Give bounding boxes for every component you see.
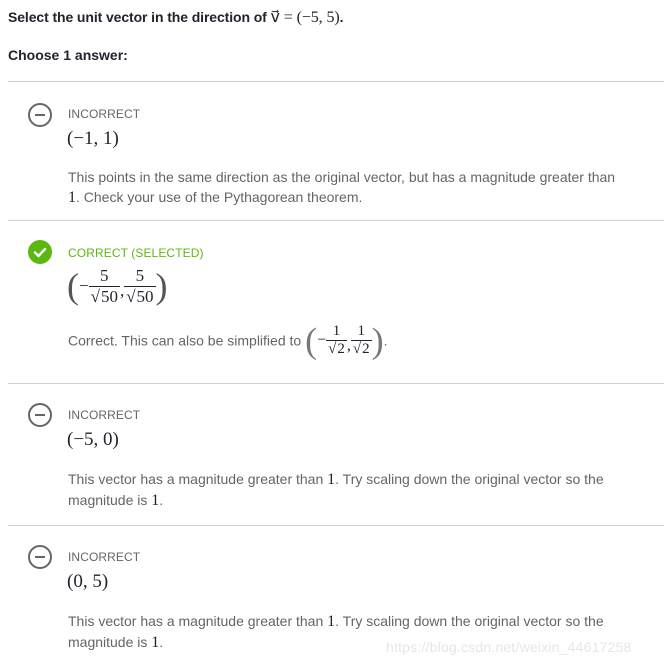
- fraction-1: $\frac{1}{√2}$: [328, 323, 345, 357]
- minus-circle-icon: [28, 403, 52, 427]
- minus-sign: −: [317, 331, 327, 349]
- explanation-text: [68, 167, 628, 208]
- explanation-part: This points in the same direction as the original vector, but has a magnitude greater than: [68, 169, 616, 185]
- paren-close: ): [155, 266, 168, 306]
- explanation-part: . Check your use of the Pythagorean theorem.: [76, 189, 363, 205]
- radicand: 2: [362, 341, 370, 357]
- fraction-1: $\frac{5}{√50}$: [90, 265, 118, 306]
- minus-circle-icon: [28, 103, 52, 127]
- explanation-number: 1: [327, 471, 336, 488]
- numerator: 5: [135, 265, 145, 285]
- status-label: INCORRECT: [68, 550, 141, 564]
- status-label: INCORRECT: [68, 408, 141, 422]
- choice-option-3[interactable]: [8, 384, 664, 525]
- answer-text: (−5, 0): [67, 429, 119, 450]
- question-prefix: Select the unit vector in the direction of: [8, 9, 271, 25]
- explanation-number: 1: [68, 189, 76, 206]
- explanation-number: 1: [327, 613, 336, 630]
- answer-text: (0, 5): [67, 571, 109, 592]
- radicand: 2: [337, 341, 345, 357]
- answer-text: (−1, 1): [67, 128, 119, 149]
- explanation-number: 1: [151, 634, 160, 651]
- comma: ,: [346, 337, 351, 355]
- explanation-end: .: [383, 332, 388, 349]
- explanation-part: . Try scaling down the original vector so the magnitude is: [68, 613, 604, 650]
- checkmark-icon: [28, 240, 52, 264]
- explanation-part: . Try scaling down the original vector so the magnitude is: [68, 471, 604, 508]
- radicand: 50: [136, 286, 154, 306]
- equals-sign: =: [279, 9, 297, 26]
- paren-open: (: [67, 266, 79, 306]
- watermark-text: https://blog.csdn.net/weixin_44617258: [386, 639, 632, 655]
- status-label: CORRECT (SELECTED): [68, 246, 204, 260]
- explanation-text: [68, 469, 628, 511]
- choose-label: Choose 1 answer:: [8, 47, 128, 63]
- status-label: INCORRECT: [68, 107, 141, 121]
- comma: ,: [119, 280, 125, 300]
- minus-sign: −: [79, 276, 89, 295]
- question-suffix: .: [339, 9, 344, 25]
- fraction-2: $\frac{1}{√2}$: [352, 323, 370, 357]
- paren-close: ): [371, 320, 384, 361]
- radicand: 50: [100, 286, 118, 306]
- numerator: 1: [357, 323, 365, 339]
- fraction-2: $\frac{5}{√50}$: [126, 265, 154, 306]
- explanation-part: Correct. This can also be simplified to: [68, 332, 306, 349]
- numerator: 5: [100, 265, 109, 285]
- numerator: 1: [332, 323, 341, 339]
- answer-expression: [67, 265, 168, 307]
- check-circle-icon: [28, 240, 52, 264]
- explanation-text: [68, 320, 468, 361]
- explanation-part: This vector has a magnitude greater than: [68, 471, 328, 487]
- choice-option-1[interactable]: [8, 82, 664, 220]
- explanation-part: .: [159, 492, 164, 508]
- explanation-part: This vector has a magnitude greater than: [68, 613, 328, 629]
- paren-open: (: [305, 320, 318, 361]
- vector-value: (−5, 5): [296, 9, 340, 26]
- explanation-number: 1: [151, 492, 160, 509]
- question-prompt: [8, 7, 343, 27]
- minus-circle-icon: [28, 545, 52, 569]
- choice-option-2[interactable]: [8, 221, 664, 383]
- vector-symbol: v⃗: [270, 9, 280, 26]
- explanation-part: .: [159, 634, 164, 650]
